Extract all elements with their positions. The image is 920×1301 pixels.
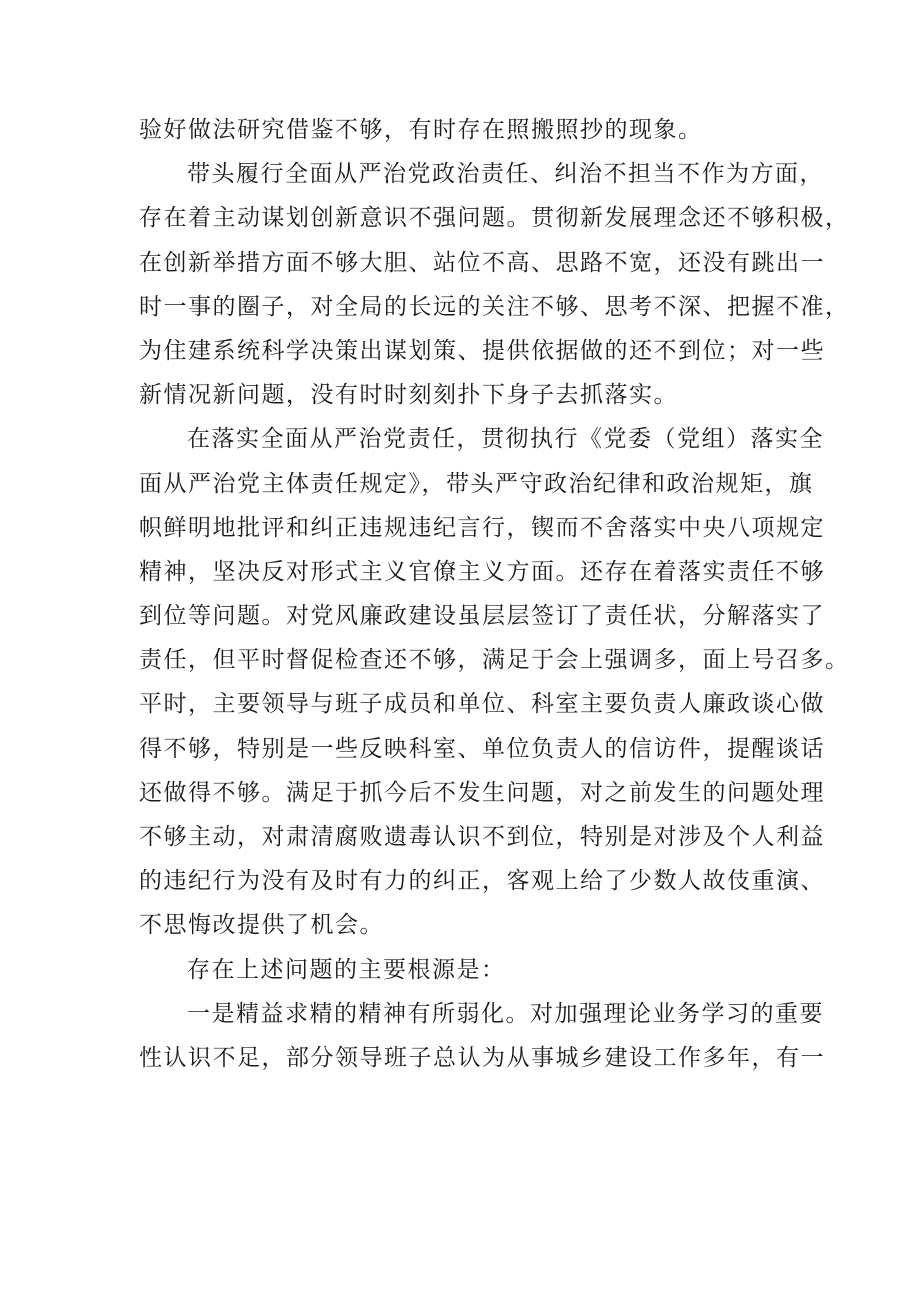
paragraph-start-line: 一是精益求精的精神有所弱化。对加强理论业务学习的重要 [187,1000,824,1027]
text-line: 面从严治党主体责任规定》，带头严守政治纪律和政治规矩，旗 [139,470,814,497]
text-line: 精神，坚决反对形式主义官僚主义方面。还存在着落实责任不够 [139,558,825,585]
text-line: 不够主动，对肃清腐败遗毒认识不到位，特别是对涉及个人利益 [139,824,825,850]
text-line: 的违纪行为没有及时有力的纠正，客观上给了少数人故伎重演、 [139,868,825,895]
text-line: 得不够，特别是一些反映科室、单位负责人的信访件，提醒谈话 [139,735,825,762]
text-line: 不思悔改提供了机会。 [139,912,384,939]
text-line: 为住建系统科学决策出谋划策、提供依据做的还不到位；对一些 [139,337,825,364]
text-line: 还做得不够。满足于抓今后不发生问题，对之前发生的问题处理 [139,779,825,806]
text-line: 到位等问题。对党风廉政建设虽层层签订了责任状，分解落实了 [139,603,825,630]
paragraph-start-line: 存在上述问题的主要根源是： [187,956,506,983]
text-line: 性认识不足，部分领导班子总认为从事城乡建设工作多年，有一 [139,1044,825,1071]
paragraph-start-line: 带头履行全面从严治党政治责任、纠治不担当不作为方面， [187,161,824,188]
text-line: 存在着主动谋划创新意识不强问题。贯彻新发展理念还不够积极， [139,205,850,232]
text-line: 责任，但平时督促检查还不够，满足于会上强调多，面上号召多。 [139,647,850,674]
text-line: 帜鲜明地批评和纠正违规违纪言行，锲而不舍落实中央八项规定 [139,514,825,541]
text-line: 新情况新问题，没有时时刻刻扑下身子去抓落实。 [139,382,678,409]
text-line: 在创新举措方面不够大胆、站位不高、思路不宽，还没有跳出一 [139,249,825,276]
text-line: 时一事的圈子，对全局的长远的关注不够、思考不深、把握不准， [139,293,850,320]
text-line: 平时，主要领导与班子成员和单位、科室主要负责人廉政谈心做 [139,691,825,718]
paragraph-start-line: 在落实全面从严治党责任，贯彻执行《党委（党组）落实全 [187,426,824,453]
text-line: 验好做法研究借鉴不够，有时存在照搬照抄的现象。 [139,117,703,143]
document-body [139,108,850,1080]
